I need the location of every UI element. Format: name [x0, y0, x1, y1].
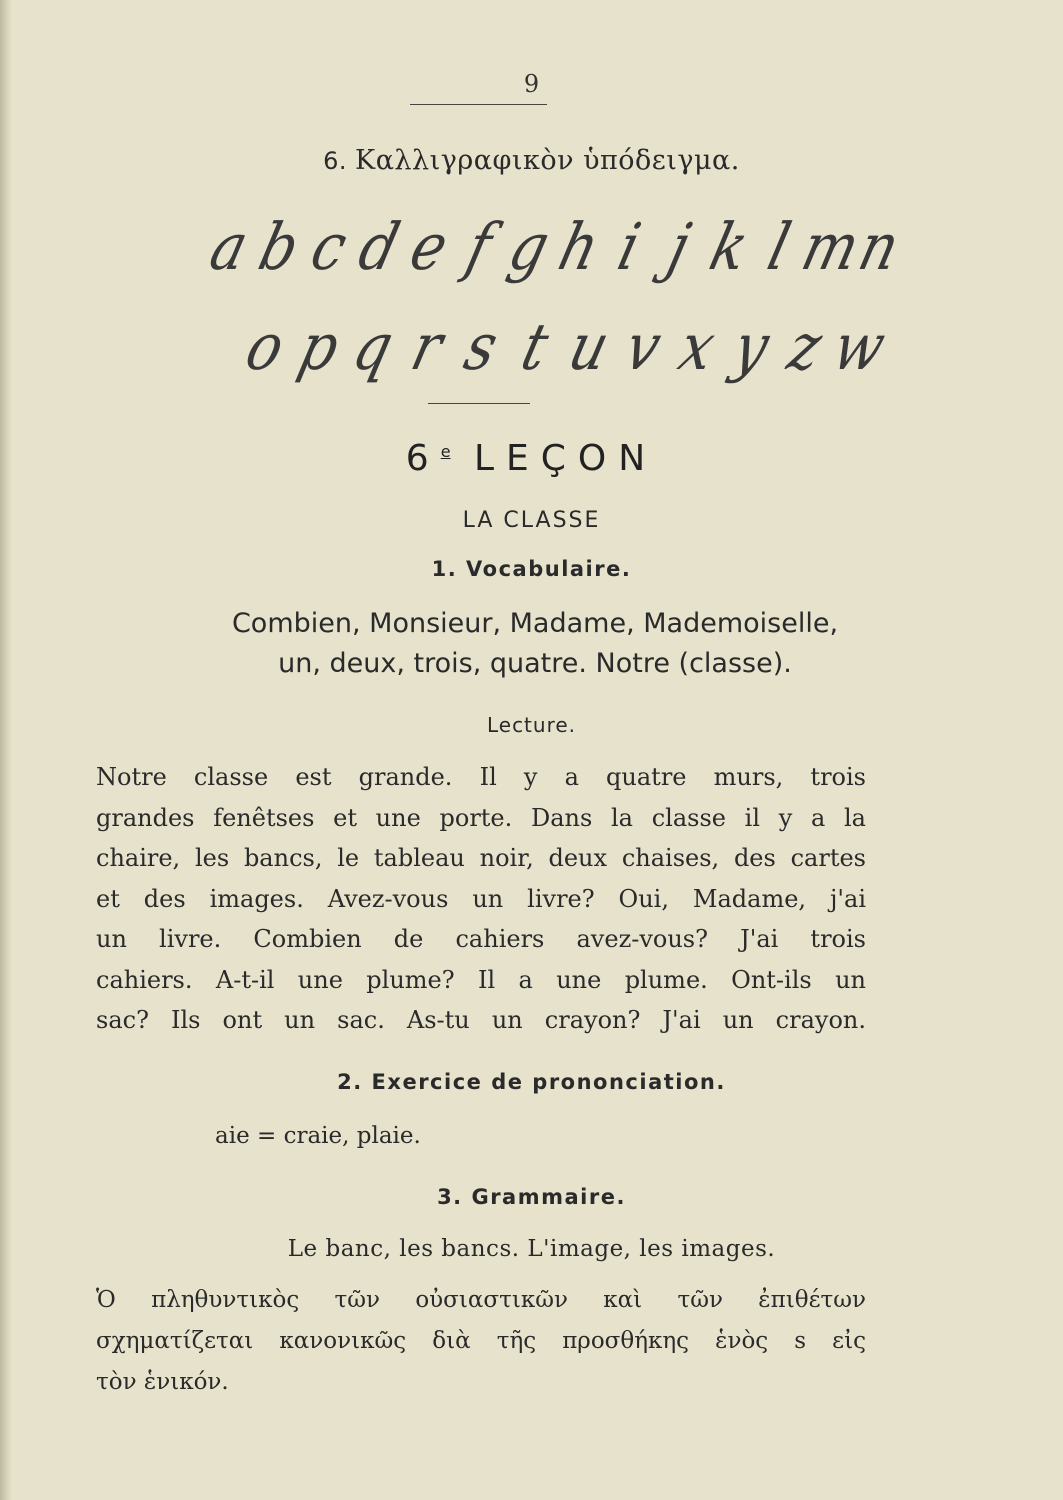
script-letter: o [238, 310, 291, 385]
section-number: 6. [323, 147, 348, 175]
script-letter: p [291, 310, 346, 385]
page-edge-shadow [0, 0, 12, 1500]
script-letter: y [725, 310, 776, 385]
reading-text [96, 757, 866, 1041]
script-letter: k [702, 210, 755, 285]
script-letter: w [825, 310, 892, 385]
script-letter: n [851, 210, 906, 285]
script-letter: i [610, 210, 647, 285]
pronunciation-example: aie = craie, plaie. [215, 1123, 421, 1149]
reading-line: et des images. Avez-vous un livre? Oui, Madame, j'ai [96, 884, 866, 913]
reading-heading: Lecture. [486, 713, 577, 737]
section-title-text: Καλλιγραφικὸν ὑπόδειγμα. [355, 145, 740, 176]
vocabulary-list [120, 604, 950, 684]
script-letter: u [561, 310, 616, 385]
reading-line: cahiers. A-t-il une plume? Il a une plume. Ont-ils un [96, 965, 866, 994]
greek-line: τὸν ἑνικόν. [96, 1369, 229, 1395]
section-title [0, 145, 1063, 176]
vocabulary-heading: 1. Vocabulaire. [431, 557, 632, 581]
script-letter: z [780, 310, 829, 385]
lesson-number: 6 [405, 438, 441, 479]
script-letter: a [202, 210, 255, 285]
lesson-number-suffix: e [440, 442, 451, 461]
script-alphabet-row-1 [22, 210, 1063, 285]
script-letter: v [617, 310, 668, 385]
grammar-example: Le banc, les bancs. L'image, les images. [287, 1236, 776, 1262]
script-alphabet-row-2 [30, 310, 1063, 385]
script-letter: f [458, 210, 499, 285]
lesson-subtitle: LA CLASSE [462, 508, 601, 533]
reading-line: chaire, les bancs, le tableau noir, deux chaises, des cartes [96, 844, 866, 872]
script-letter: l [760, 210, 797, 285]
lesson-title [0, 438, 1063, 479]
greek-line: σχηματίζεται κανονικῶς διὰ τῆς προσθήκης ἑνὸς s εἰς [96, 1328, 866, 1354]
script-letter: h [551, 210, 606, 285]
script-letter: b [251, 210, 306, 285]
vocabulary-line: Combien, Monsieur, Madame, Mademoiselle, [231, 608, 839, 639]
script-letter: j [660, 210, 697, 285]
lesson-title-text: LEÇON [473, 438, 658, 479]
script-letter: x [671, 310, 722, 385]
script-letter: d [351, 210, 406, 285]
reading-line: un livre. Combien de cahiers avez-vous? J'ai trois [96, 925, 866, 953]
vocabulary-line: un, deux, trois, quatre. Notre (classe). [278, 648, 792, 679]
script-letter: m [794, 210, 866, 285]
script-letter: e [402, 210, 455, 285]
pronunciation-heading: 2. Exercice de prononciation. [337, 1070, 726, 1094]
top-divider [410, 104, 547, 105]
script-letter: g [501, 210, 556, 285]
mid-divider [428, 403, 530, 404]
greek-line: Ὁ πληθυντικὸς τῶν οὐσιαστικῶν καὶ τῶν ἐπιθέτων [96, 1287, 866, 1313]
grammar-heading: 3. Grammaire. [437, 1185, 626, 1209]
reading-line: Notre classe est grande. Il y a quatre murs, trois [96, 763, 866, 791]
reading-line: grandes fenêtses et une porte. Dans la classe il y a la [96, 803, 866, 832]
grammar-explanation [96, 1280, 866, 1403]
reading-line: sac? Ils ont un sac. As-tu un crayon? J'ai un crayon. [96, 1006, 866, 1034]
script-letter: s [456, 310, 505, 385]
script-letter: c [303, 210, 354, 285]
script-letter: t [513, 310, 556, 385]
script-letter: r [403, 310, 450, 385]
script-letter: q [345, 310, 400, 385]
page-number: 9 [523, 70, 540, 98]
